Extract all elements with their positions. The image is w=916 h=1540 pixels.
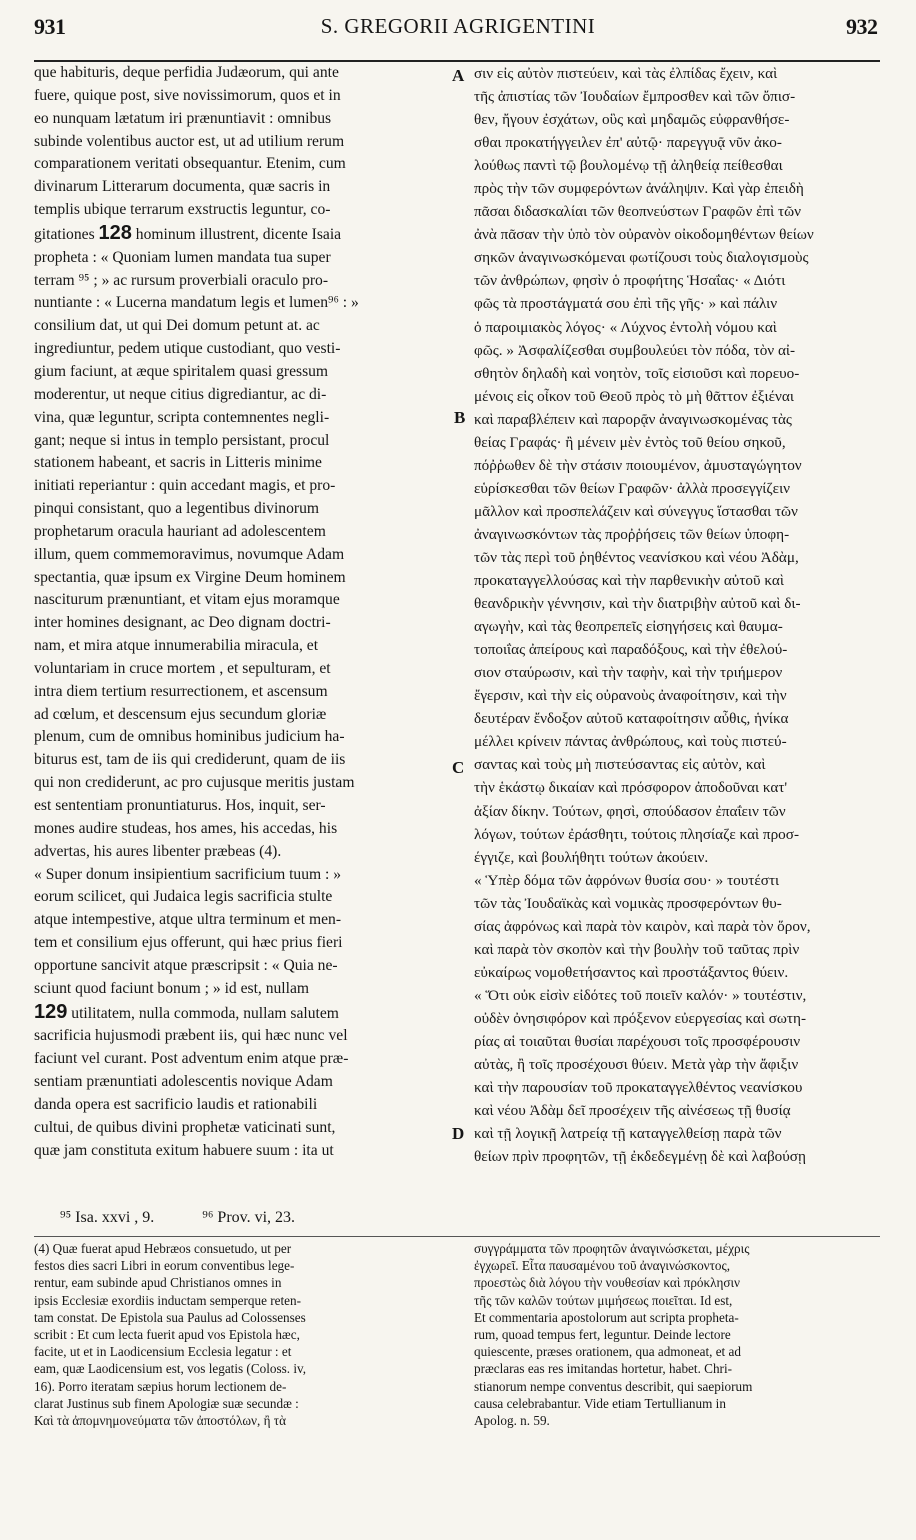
greek-text-line: σίας ἀφρόνως καὶ παρὰ τὸν καιρὸν, καὶ παρὰ τὸν ὅρον, — [474, 917, 811, 935]
greek-text-line: τῶν τὰς Ἰουδαϊκὰς καὶ νομικὰς προσφερόντων θυ- — [474, 894, 782, 912]
footnote-line: Καὶ τὰ ἀπομνημονεύματα τῶν ἀποστόλων, ἢ τὰ — [34, 1413, 286, 1429]
latin-text-line: illum, quem commemoravimus, novumque Adam — [34, 545, 345, 563]
greek-text-line: πᾶσαι διδασκαλίαι τῶν θεοπνεύστων Γραφῶν ἐπὶ τῶν — [474, 203, 801, 221]
migne-column-number: 129 — [34, 1000, 68, 1023]
footnote-line: Et commentaria apostolorum aut scripta propheta- — [474, 1309, 739, 1325]
greek-text-line: σιν εἰς αὐτὸν πιστεύειν, καὶ τὰς ἐλπίδας ἔχειν, καὶ — [474, 65, 778, 82]
greek-text-line: τῆς ἀπιστίας τῶν Ἰουδαίων ἔμπροσθεν καὶ τῶν ὄπισ- — [474, 88, 796, 106]
footnote-line: ipsis Ecclesiæ exordiis inductam semperque reten- — [34, 1292, 301, 1308]
latin-text-line: divinarum Litterarum documenta, quæ sacris in — [34, 178, 331, 196]
latin-text-line: eo nunquam lætatum iri prænuntiavit : omnibus — [34, 109, 332, 127]
latin-text-line: mones audire studeas, hos ames, his accedas, his — [34, 819, 338, 837]
scripture-references — [60, 1209, 460, 1227]
footnote-line: stianorum nempe conventus describit, qui saepiorum — [474, 1378, 753, 1394]
footnote-line: facite, ut et in Laodicensium Ecclesia legatur : et — [34, 1344, 292, 1360]
greek-text-line: σαντας καὶ τοὺς μὴ πιστεύσαντας εἰς αὐτὸν, καὶ — [474, 756, 766, 774]
greek-text-line: καὶ παρὰ τὸν σκοπὸν καὶ τὴν βουλὴν τοῦ ταῦτας πρὶν — [474, 940, 800, 958]
latin-text-line: que habituris, deque perfidia Judæorum, qui ante — [34, 64, 339, 81]
greek-text-line: τὴν ἑκάστῳ δικαίαν καὶ πρόσφορον ἀποδοῦναι κατ' — [474, 779, 788, 797]
latin-column — [34, 62, 444, 1163]
latin-text-line — [34, 1001, 444, 1026]
footnote-line: scribit : Et cum lecta fuerit apud vos Epistola hæc, — [34, 1327, 300, 1343]
greek-text-line: μένοις εἰς οἶκον τοῦ Θεοῦ πρὸς τὸ μὴ θᾶττον ἐξιέναι — [474, 387, 794, 405]
section-letter-a: A — [452, 66, 465, 85]
latin-line-head: gitationes — [34, 225, 99, 243]
latin-text-line: atque intempestive, atque ultra terminum et men- — [34, 911, 342, 929]
latin-text-line: ad cœlum, et descensum ejus secundum gloriæ — [34, 705, 327, 723]
latin-text-line: pinqui consistant, quo a legentibus divinorum — [34, 500, 319, 518]
footnote-line: clarat Justinus sub finem Apologiæ suæ secundæ : — [34, 1395, 299, 1411]
section-letter-c: C — [452, 758, 465, 777]
footnote-line: quiescente, præses orationem, qua admoneat, et ad — [474, 1344, 741, 1360]
greek-text-line: τοποιΐας ἀπείρους καὶ παραδόξους, καὶ τὴν ἐθελού- — [474, 641, 788, 659]
greek-text-line: σθητὸν δηλαδὴ καὶ νοητὸν, τοῖς εἰσιοῦσι καὶ πορευο- — [474, 364, 800, 382]
footnote-line: τῆς τῶν καλῶν τούτων μιμήσεως ποιεῖται. Id est, — [474, 1292, 733, 1308]
latin-text-line: danda opera est sacrificio laudis et rationabili — [34, 1095, 318, 1113]
latin-text-line: gant; neque si intus in templo persistant, procul — [34, 431, 330, 449]
footnote-line: (4) Quæ fuerat apud Hebræos consuetudo, ut per — [34, 1241, 292, 1256]
greek-text-line: ἔγερσιν, καὶ τὴν εἰς οὐρανοὺς ἀναφοίτησιν, καὶ τὴν — [474, 687, 787, 705]
greek-text-line: φῶς. » Ἀσφαλίζεσθαι συμβουλεύει τὸν πόδα, τὸν αἰ- — [474, 341, 796, 359]
latin-text-line: intra diem tertium resurrectionem, et ascensum — [34, 682, 328, 700]
latin-text-line: initiati reperiantur : quin accedant magis, et pro- — [34, 477, 336, 495]
footnote-rule — [34, 1236, 880, 1237]
greek-text-line: αὐτὰς, ἢ τοῖς προσέχουσι θύειν. Μετὰ γὰρ τὴν ἄφιξιν — [474, 1056, 799, 1074]
footnote-line: præclaras eas res imitandas hortetur, habet. Chri- — [474, 1361, 733, 1377]
greek-text-line: τῶν ἀνθρώπων, φησὶν ὁ προφήτης Ἡσαΐας· « Διότι — [474, 272, 786, 290]
page-number-right: 932 — [846, 14, 878, 39]
footnote-line: rum, quoad tempus fert, leguntur. Deinde lectore — [474, 1327, 731, 1343]
latin-text-line: sacrificia hujusmodi præbent iis, qui hæc nunc vel — [34, 1027, 348, 1045]
greek-text-line: φῶς τὰ προστάγματά σου ἐπὶ τῆς γῆς· » καὶ πάλιν — [474, 295, 778, 313]
latin-text-line: sciunt quod faciunt bonum ; » id est, nullam — [34, 979, 310, 997]
footnote-line: 16). Porro iteratam sæpius horum lectionem de- — [34, 1378, 287, 1394]
footnote-left — [34, 1240, 454, 1429]
greek-text-line: σηκῶν ἀναγινωσκόμεναι φωτίζουσι τοὺς διαλογισμοὺς — [474, 249, 809, 267]
greek-text-line: τῶν τὰς περὶ τοῦ ῥηθέντος νεανίσκου καὶ νέου Ἀδὰμ, — [474, 548, 799, 566]
greek-text-line: πόῤῥωθεν δὲ τὴν στάσιν ποιουμένον, ἀμυσταγώγητον — [474, 456, 802, 474]
footnote-line: Apolog. n. 59. — [474, 1413, 550, 1429]
latin-text-line: prophetarum oracula hauriant ad adolescentem — [34, 522, 326, 540]
greek-text-line: έγγιζε, καὶ βουλήθητι τούτων ἀκούειν. — [474, 848, 709, 866]
page-number-left: 931 — [34, 14, 66, 39]
greek-text-line: ρίας αἱ τοιαῦται θυσίαι παρέχουσι τοῖς προσφέρουσιν — [474, 1032, 801, 1050]
greek-text-line: μᾶλλον καὶ προσπελάζειν καὶ σύνεγγυς ἵστασθαι τῶν — [474, 502, 798, 520]
footnote-line: προεστὼς διὰ λόγου τὴν νουθεσίαν καὶ πρόκλησιν — [474, 1275, 740, 1291]
greek-text-line: λόγων, τούτων ἐράσθητι, τούτοις πλησίαζε καὶ προσ- — [474, 825, 799, 843]
latin-text-line: opportune sancivit atque præscripsit : « Quia ne- — [34, 956, 338, 974]
latin-text-line: voluntariam in cruce mortem , et sepulturam, et — [34, 659, 331, 677]
footnote-line: causa celebrabantur. Vide etiam Tertullianum in — [474, 1395, 726, 1411]
scripture-ref-proverbs: ⁹⁶ Prov. vi, 23. — [202, 1209, 296, 1226]
section-letter-b: B — [454, 408, 466, 427]
latin-text-line: ingrediuntur, pedem utique custodiant, quo vesti- — [34, 340, 341, 358]
greek-text-line: καὶ τῇ λογικῇ λατρείᾳ τῇ καταγγελθείσῃ παρὰ τῶν — [474, 1125, 782, 1143]
latin-text-line: « Super donum insipientium sacrificium tuum : » — [34, 865, 342, 883]
greek-text-line: αγωγὴν, καὶ τὰς θεοπρεπεῖς εἰσηγήσεις καὶ θαυμα- — [474, 618, 783, 636]
greek-text-line: θεν, ἤγουν ἐσχάτων, οὓς καὶ μηδαμῶς εὐφρανθήσε- — [474, 111, 790, 129]
latin-text-line: qui non crediderunt, ac pro cujusque meritis justam — [34, 774, 355, 792]
latin-line-tail: hominum illustrent, dicente Isaia — [131, 225, 342, 243]
latin-text-line: comparationem veritati obsequantur. Etenim, cum — [34, 155, 346, 173]
section-letter-d: D — [452, 1124, 465, 1143]
footnote-line: ἐγχωρεῖ. Εἶτα παυσαμένου τοῦ ἀναγινώσκοντος, — [474, 1258, 731, 1274]
latin-text-line: fuere, quique post, sive novissimorum, quos et in — [34, 86, 341, 104]
latin-text-line: cultui, de quibus divini prophetæ vaticinati sunt, — [34, 1118, 336, 1136]
latin-text-line: subinde volentibus auctor est, ut ad utilium rerum — [34, 132, 345, 150]
greek-text-line: ἀναγινωσκόντων τὰς προῤῥήσεις τῶν θείων ὑποφη- — [474, 525, 790, 543]
latin-text-line: stationem habeant, et sacris in Litteris minime — [34, 454, 322, 472]
greek-text-line: ἀνὰ πᾶσαν τὴν ὑπὸ τὸν οὐρανὸν οἰκοδομηθέντων θείων — [474, 226, 814, 244]
latin-text-line: spectantia, quæ ipsum ex Virgine Deum hominem — [34, 568, 346, 586]
latin-text-line: moderentur, ut neque citius digrediantur, ac di- — [34, 385, 327, 403]
latin-text-line: nasciturum prænuntiant, et vitam ejus moramque — [34, 591, 340, 609]
scripture-ref-isaiah: ⁹⁵ Isa. xxvi , 9. — [60, 1209, 155, 1226]
latin-text-line: quæ jam constituta exitum habuere suum : ita ut — [34, 1141, 334, 1159]
latin-text-line: nuntiante : « Lucerna mandatum legis et lumen⁹⁶ : » — [34, 294, 359, 312]
greek-text-line: σθαι προκατήγγειλεν ἐπ' αὐτῷ· παρεγγυᾷ νῦν ἀκο- — [474, 134, 782, 152]
greek-text-line: εὐκαίρως νομοθετήσαντος καὶ προστάξαντος θύειν. — [474, 963, 789, 981]
latin-text-line: consilium dat, ut qui Dei domum petunt at. ac — [34, 317, 320, 335]
latin-text-line: sentiam prænuntiati adolescentis novique Adam — [34, 1073, 333, 1091]
latin-text-line: biturus est, tam de iis qui crediderunt, quam de iis — [34, 751, 346, 769]
migne-column-number: 128 — [98, 221, 132, 244]
greek-text-line: εὑρίσκεσθαι τῶν θείων Γραφῶν· ἀλλὰ προσεγγίζειν — [474, 479, 791, 497]
latin-text-line: eorum scilicet, qui Judaica legis sacrificia stulte — [34, 888, 333, 906]
latin-text-line: inter homines designant, ac Deo dignam doctri- — [34, 614, 331, 632]
greek-text-line: θείων πρὶν προφητῶν, τῇ ἐκδεδεγμένῃ δὲ καὶ λαβούσῃ — [474, 1148, 806, 1166]
greek-text-line: προκαταγγελλούσας καὶ τὴν παρθενικὴν αὐτοῦ καὶ — [474, 572, 784, 590]
greek-text-line: λούθως παντὶ τῷ βουλομένῳ τῇ ἀληθείᾳ πείθεσθαι — [474, 157, 783, 175]
greek-text-line: μέλλει κρίνειν πάντας ἀνθρώπους, καὶ τοὺς πιστεύ- — [474, 733, 787, 751]
greek-text-line: πρὸς τὴν τῶν συμφερόντων ἀνάληψιν. Καὶ γὰρ ἐπειδὴ — [474, 180, 804, 198]
greek-text-line: καὶ παραβλέπειν καὶ παρορᾷν ἀναγινωσκομένας τὰς — [474, 410, 792, 428]
latin-text-line: advertas, his aures libenter præbeas (4). — [34, 842, 282, 860]
latin-text-line: tem et consilium ejus offerunt, qui hæc prius fieri — [34, 934, 343, 952]
page-header — [0, 8, 916, 42]
latin-text-line: propheta : « Quoniam lumen mandata tua super — [34, 248, 331, 266]
greek-text-line: ὁ παροιμιακὸς λόγος· « Λύχνος ἐντολὴ νόμου καὶ — [474, 318, 777, 336]
running-title: S. GREGORII AGRIGENTINI — [320, 14, 596, 38]
footnote-line: festos dies sacri Libri in eorum conventibus lege- — [34, 1258, 295, 1274]
latin-text-line: templis ubique terrarum exstructis leguntur, co- — [34, 201, 331, 219]
latin-text-line: terram ⁹⁵ ; » ac rursum proverbiali oraculo pro- — [34, 271, 329, 289]
greek-text-line: ἀξίαν δίκην. Τούτων, φησὶ, σπούδασον ἐπαΐειν τῶν — [474, 802, 786, 820]
latin-text-line: gium faciunt, at æque spiritalem quasi gressum — [34, 362, 329, 380]
greek-text-line: « Ὅτι οὐκ εἰσὶν εἰδότες τοῦ ποιεῖν καλόν· » τουτέστιν, — [474, 986, 807, 1004]
footnote-line: tam constat. De Epistola sua Paulus ad Colossenses — [34, 1309, 306, 1325]
footnote-line: rentur, eam subinde apud Christianos omnes in — [34, 1275, 282, 1291]
greek-text-line: δευτέραν ἔνδοξον αὐτοῦ καταφοίτησιν αὖθις, ἡνίκα — [474, 710, 789, 728]
greek-text-line: οὐδὲν ὀνησιφόρον καὶ πρόξενον εὐεργεσίας καὶ σωτη- — [474, 1009, 807, 1027]
latin-text-line: vina, quæ leguntur, scripta contemnentes negli- — [34, 408, 330, 426]
footnote-right — [474, 1240, 884, 1429]
greek-column — [474, 62, 884, 1168]
greek-text-line: « Ὑπὲρ δόμα τῶν ἀφρόνων θυσία σου· » τουτέστι — [474, 871, 780, 889]
greek-text-line: καὶ τὴν παρουσίαν τοῦ προκαταγγελθέντος νεανίσκου — [474, 1079, 803, 1097]
footnote-line: eam, quæ Laodicensium est, vos legatis (Coloss. iv, — [34, 1361, 307, 1377]
latin-line-tail: utilitatem, nulla commoda, nullam salutem — [67, 1004, 339, 1022]
latin-text-line: faciunt vel curant. Post adventum enim atque præ- — [34, 1050, 349, 1068]
footnote-line: συγγράμματα τῶν προφητῶν ἀναγινώσκεται, μέχρις — [474, 1241, 750, 1256]
greek-text-line: καὶ νέου Ἀδὰμ δεῖ προσέχειν τῆς αἰνέσεως τῇ θυσίᾳ — [474, 1102, 791, 1120]
greek-text-line: θεανδρικὴν γέννησιν, καὶ τὴν διατριβὴν αὐτοῦ καὶ δι- — [474, 595, 801, 613]
greek-text-line: θείας Γραφάς· ἢ μένειν μὲν ἐντὸς τοῦ θείου σηκοῦ, — [474, 433, 786, 451]
latin-text-line: nam, et mira atque innumerabilia miracula, et — [34, 637, 319, 655]
latin-text-line — [34, 222, 444, 247]
latin-text-line: plenum, cum de omnibus hominibus judicium ha- — [34, 728, 345, 746]
greek-text-line: σιον σταύρωσιν, καὶ τὴν ταφὴν, καὶ τὴν τριήμερον — [474, 664, 783, 682]
latin-text-line: est sententiam pronuntiaturus. Hos, inquit, ser- — [34, 797, 326, 814]
